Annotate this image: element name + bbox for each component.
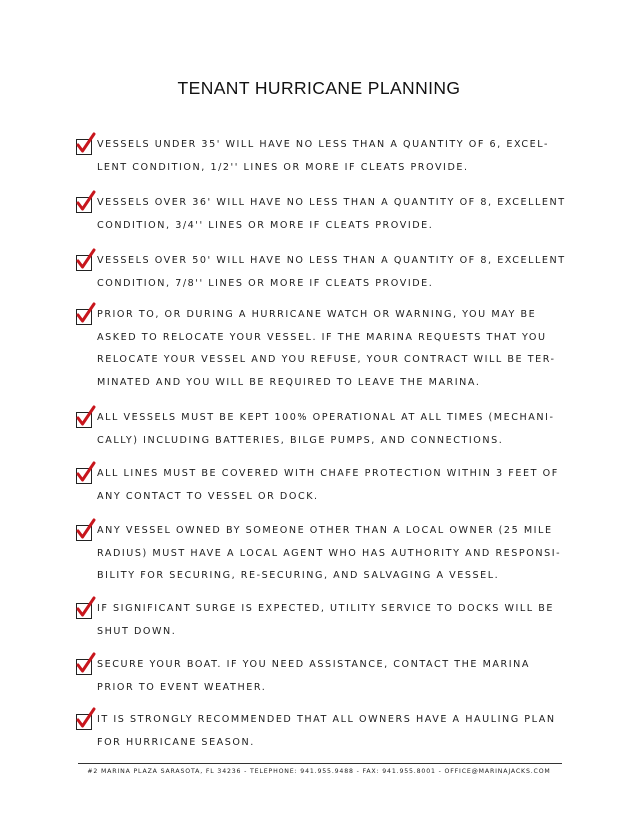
- page-title: TENANT HURRICANE PLANNING: [177, 78, 461, 98]
- checklist-item-text: SECURE YOUR BOAT. IF YOU NEED ASSISTANCE, CONTACT THE MARINA PRIOR TO EVENT WEATHER.: [97, 659, 530, 693]
- checked-checkbox-icon: [76, 714, 92, 730]
- checked-checkbox-icon: [76, 139, 92, 155]
- checklist-item-text: VESSELS OVER 50' WILL HAVE NO LESS THAN A QUANTITY OF 8, EXCELLENT CONDITION, 7/8'' LINES OR MORE IF CLEATS PROVIDE.: [97, 255, 566, 289]
- checklist-item-text: IF SIGNIFICANT SURGE IS EXPECTED, UTILITY SERVICE TO DOCKS WILL BE SHUT DOWN.: [97, 603, 555, 637]
- checked-checkbox-icon: [76, 197, 92, 213]
- checklist-item-text: VESSELS OVER 36' WILL HAVE NO LESS THAN A QUANTITY OF 8, EXCELLENT CONDITION, 3/4'' LINES OR MORE IF CLEATS PROVIDE.: [97, 197, 566, 231]
- checked-checkbox-icon: [76, 603, 92, 619]
- checked-checkbox-icon: [76, 309, 92, 325]
- checked-checkbox-icon: [76, 659, 92, 675]
- checked-checkbox-icon: [76, 468, 92, 484]
- checklist-item-text: ANY VESSEL OWNED BY SOMEONE OTHER THAN A LOCAL OWNER (25 MILE RADIUS) MUST HAVE A LOCAL AGENT WHO HAS AUTHORITY AND RESPONSI- BILITY FOR SECURING, RE-SECURING, AND SALVAGING A VESSEL.: [97, 525, 562, 581]
- footer-contact-info: #2 MARINA PLAZA SARASOTA, FL 34236 - TELEPHONE: 941.955.9488 - FAX: 941.955.8001 - OFFICE@MARINAJACKS.COM: [87, 768, 551, 775]
- checklist-item-text: VESSELS UNDER 35' WILL HAVE NO LESS THAN A QUANTITY OF 6, EXCEL- LENT CONDITION, 1/2'' LINES OR MORE IF CLEATS PROVIDE.: [97, 139, 550, 173]
- footer-divider: [78, 763, 562, 764]
- checked-checkbox-icon: [76, 255, 92, 271]
- checklist-item-text: IT IS STRONGLY RECOMMENDED THAT ALL OWNERS HAVE A HAULING PLAN FOR HURRICANE SEASON.: [97, 714, 556, 748]
- checklist-item-text: ALL LINES MUST BE COVERED WITH CHAFE PROTECTION WITHIN 3 FEET OF ANY CONTACT TO VESSEL OR DOCK.: [97, 468, 559, 502]
- checklist-item-text: ALL VESSELS MUST BE KEPT 100% OPERATIONAL AT ALL TIMES (MECHANI- CALLY) INCLUDING BATTERIES, BILGE PUMPS, AND CONNECTIONS.: [97, 412, 555, 446]
- checklist-item-text: PRIOR TO, OR DURING A HURRICANE WATCH OR WARNING, YOU MAY BE ASKED TO RELOCATE YOUR VESSEL. IF THE MARINA REQUESTS THAT YOU RELOCATE YOUR VESSEL AND YOU REFUSE, YOUR CONTRACT WILL BE TER- MINATED AND YOU WILL BE REQUIRED TO LEAVE THE MARINA.: [97, 309, 556, 388]
- checked-checkbox-icon: [76, 525, 92, 541]
- checked-checkbox-icon: [76, 412, 92, 428]
